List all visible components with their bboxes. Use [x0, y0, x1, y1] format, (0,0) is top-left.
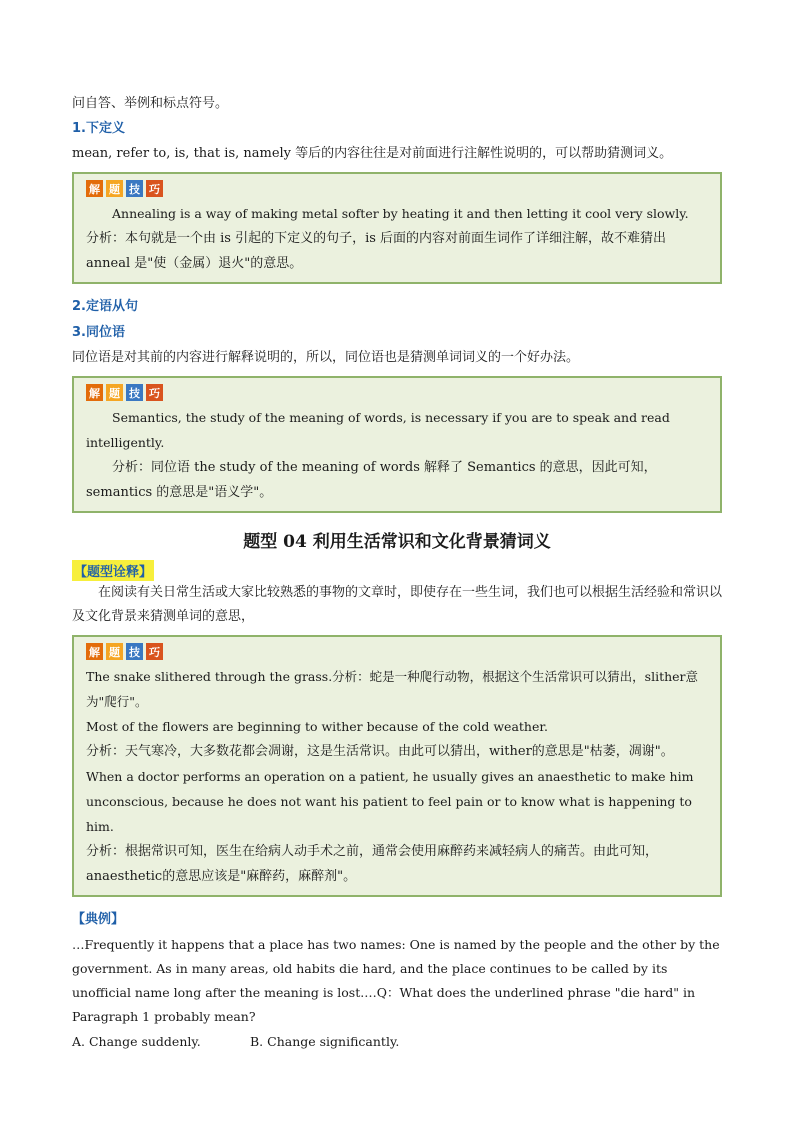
badge-jie: 解	[86, 180, 103, 197]
heading-appositive: 3.同位语	[72, 325, 125, 340]
example-sentence: Semantics, the study of the meaning of words, is necessary if you are to speak and read intelligently.	[86, 410, 670, 450]
badge-ti: 题	[106, 643, 123, 660]
badge-ji: 技	[126, 180, 143, 197]
definition-text: mean, refer to, is, that is, namely 等后的内容往往是对前面进行注解性说明的，可以帮助猜测词义。	[72, 146, 673, 161]
section-title: 题型 04 利用生活常识和文化背景猜词义	[243, 532, 551, 552]
badge-qiao: 巧	[146, 180, 163, 197]
badge-qiao: 巧	[146, 384, 163, 401]
analysis-text: 分析：本句就是一个由 is 引起的下定义的句子，is 后面的内容对前面生词作了详细注解，故不难猜出 anneal 是"使（金属）退火"的意思。	[86, 231, 667, 271]
badge-jie: 解	[86, 643, 103, 660]
badge-ji: 技	[126, 643, 143, 660]
tip-badges	[86, 180, 708, 197]
badge-ti: 题	[106, 180, 123, 197]
snake-example: The snake slithered through the grass.分析：蛇是一种爬行动物，根据这个生活常识可以猜出，slither意为"爬行"。	[86, 669, 699, 709]
flowers-analysis: 分析：天气寒冷，大多数花都会凋谢，这是生活常识。由此可以猜出，wither的意思是"枯萎，凋谢"。	[86, 744, 674, 759]
badge-ji: 技	[126, 384, 143, 401]
explain-tag: 【题型诠释】	[72, 560, 154, 581]
tip-box-2	[72, 376, 722, 513]
badge-jie: 解	[86, 384, 103, 401]
example-sentence: Annealing is a way of making metal softer by heating it and then letting it cool very slowly.	[112, 206, 689, 221]
answer-options	[72, 1029, 722, 1055]
example-tag: 【典例】	[72, 912, 125, 927]
document-page	[72, 92, 722, 1055]
heading-attributive-clause: 2.定语从句	[72, 299, 138, 314]
explain-text: 在阅读有关日常生活或大家比较熟悉的事物的文章时，即使存在一些生词，我们也可以根据生活经验和常识以及文化背景来猜测单词的意思，	[72, 585, 723, 624]
doctor-example: When a doctor performs an operation on a patient, he usually gives an anaesthetic to make him unconscious, because he does not want his patient to feel pain or to know what is happening to him.	[86, 769, 694, 834]
analysis-text: 分析：同位语 the study of the meaning of words 解释了 Semantics 的意思，因此可知，semantics 的意思是"语义学"。	[86, 460, 657, 500]
intro-line: 问自答、举例和标点符号。	[72, 96, 229, 111]
flowers-example: Most of the flowers are beginning to wither because of the cold weather.	[86, 719, 548, 734]
tip-box-1	[72, 172, 722, 284]
doctor-analysis: 分析：根据常识可知，医生在给病人动手术之前，通常会使用麻醉药来减轻病人的痛苦。由此可知，anaesthetic的意思应该是"麻醉药，麻醉剂"。	[86, 844, 659, 884]
option-b: B. Change significantly.	[250, 1034, 400, 1049]
badge-ti: 题	[106, 384, 123, 401]
explain-tag-row	[72, 560, 722, 581]
tip-box-3	[72, 635, 722, 897]
appositive-text: 同位语是对其前的内容进行解释说明的，所以，同位语也是猜测单词词义的一个好办法。	[72, 350, 580, 365]
tip-badges	[86, 384, 708, 401]
example-passage: …Frequently it happens that a place has two names: One is named by the people and the other by the government. As in many areas, old habits die hard, and the place continues to be called by its unofficial name long after the meaning is lost.…Q：What does the underlined phrase "die hard" in Paragraph 1 probably mean?	[72, 937, 720, 1024]
heading-definition: 1.下定义	[72, 121, 125, 136]
option-a: A. Change suddenly.	[72, 1034, 201, 1049]
tip-badges	[86, 643, 708, 660]
badge-qiao: 巧	[146, 643, 163, 660]
